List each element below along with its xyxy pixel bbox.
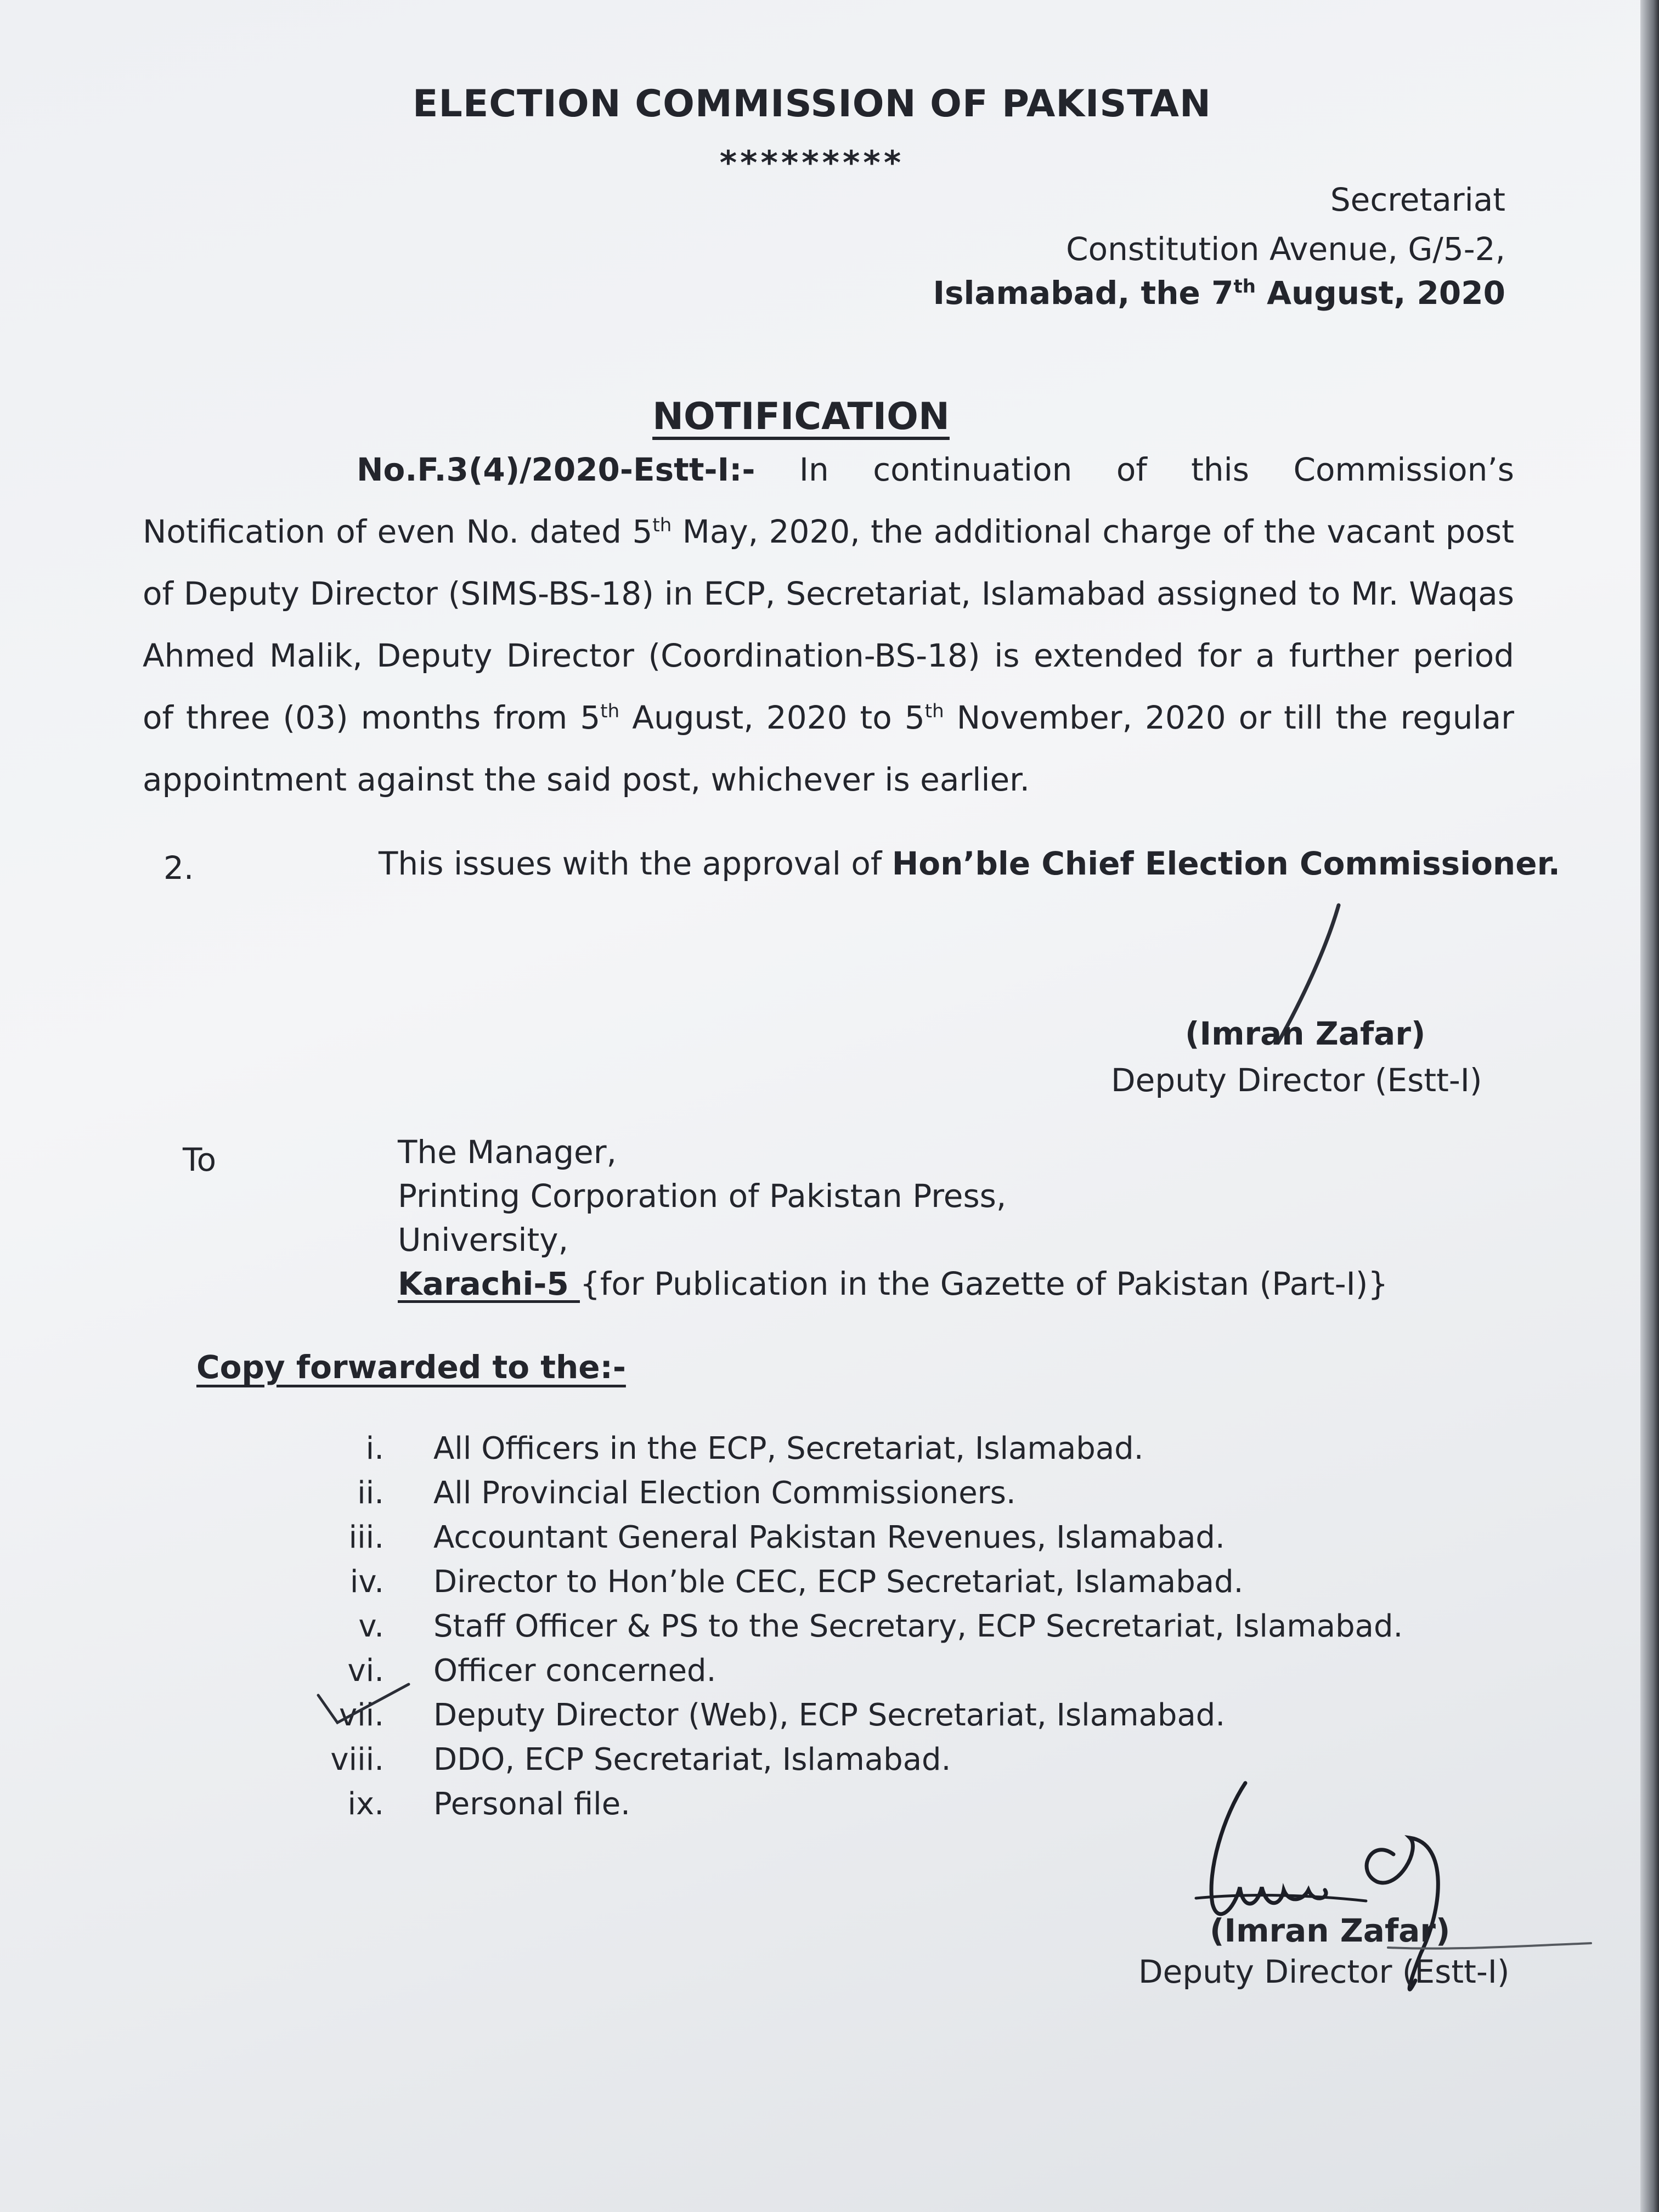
- list-item: v. Staff Officer & PS to the Secretary, ECP Secretariat, Islamabad.: [358, 1609, 1403, 1644]
- notification-ref: No.F.3(4)/2020-Estt-I:-: [357, 451, 755, 488]
- address-line-2: Constitution Avenue, G/5-2,: [1066, 230, 1505, 268]
- list-item: ix. Personal file.: [347, 1786, 630, 1822]
- list-item: ii. All Provincial Election Commissioners.: [357, 1475, 1016, 1511]
- address-date: Islamabad, the 7th August, 2020: [933, 274, 1505, 312]
- list-item: iv. Director to Hon’ble CEC, ECP Secretariat, Islamabad.: [349, 1564, 1244, 1600]
- signatory-2-designation: Deputy Director (Estt-I): [1138, 1953, 1510, 1990]
- notification-heading: NOTIFICATION: [652, 395, 950, 438]
- list-item: i. All Officers in the ECP, Secretariat, Islamabad.: [365, 1431, 1144, 1466]
- recipient-address: The Manager, Printing Corporation of Pakistan Press, University, Karachi-5 {for Publication in the Gazette of Pakistan (Part-I)}: [398, 1133, 1389, 1302]
- notification-body: No.F.3(4)/2020-Estt-I:- In continuation of this Commission’s Notification of even No. dated 5th May, 2020, the additional charge of the vacant post of Deputy Director (SIMS-BS-18) in ECP, Secretariat, Islamabad assigned to Mr. Waqas Ahmed Malik, Deputy Director (Coordination-BS-18) is extended for a further period of three (03) months from 5th August, 2020 to 5th November, 2020 or till the regular appointment against the said post, whichever is earlier.: [143, 451, 1514, 798]
- copy-forwarded-heading: Copy forwarded to the:-: [196, 1348, 626, 1386]
- list-item: iii. Accountant General Pakistan Revenues, Islamabad.: [348, 1520, 1225, 1555]
- page-edge-shadow: [1640, 0, 1659, 2212]
- signatory-1-designation: Deputy Director (Estt-I): [1111, 1062, 1482, 1099]
- para-2-text: This issues with the approval of Hon’ble Chief Election Commissioner.: [379, 845, 1560, 882]
- copy-list: [307, 1426, 1403, 1826]
- header-stars: *********: [719, 144, 905, 182]
- tick-mark: [315, 1679, 414, 1728]
- list-item: viii. DDO, ECP Secretariat, Islamabad.: [330, 1742, 951, 1778]
- address-line-1: Secretariat: [1330, 181, 1505, 218]
- list-item: vii. Deputy Director (Web), ECP Secretariat, Islamabad.: [338, 1697, 1226, 1733]
- signatory-1-name: (Imran Zafar): [1185, 1015, 1426, 1052]
- org-title: ELECTION COMMISSION OF PAKISTAN: [413, 82, 1211, 126]
- signatory-2-name: (Imran Zafar): [1210, 1912, 1451, 1949]
- para-2-number: 2.: [163, 849, 194, 887]
- list-item: vi. Officer concerned.: [347, 1653, 716, 1689]
- to-label: To: [183, 1141, 217, 1178]
